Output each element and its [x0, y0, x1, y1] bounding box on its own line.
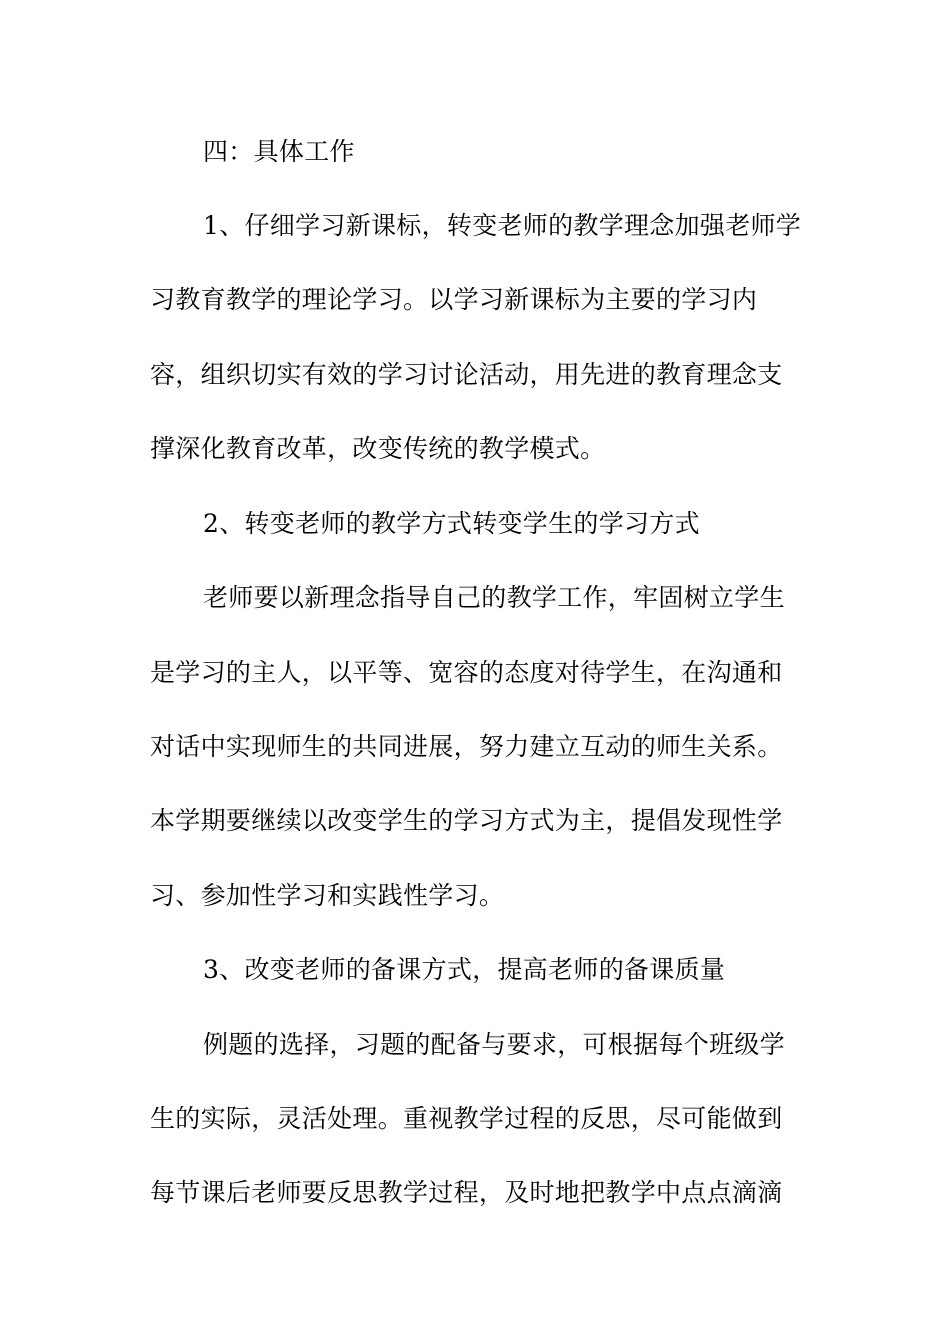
paragraph-line: 撑深化教育改革，改变传统的教学模式。	[150, 434, 606, 463]
subheading-line: 2、转变老师的教学方式转变学生的学习方式	[203, 509, 700, 538]
paragraph-line: 习、参加性学习和实践性学习。	[150, 881, 505, 910]
paragraph-line: 1、仔细学习新课标，转变老师的教学理念加强老师学	[203, 211, 802, 240]
section-heading: 四：具体工作	[203, 137, 355, 166]
paragraph-line: 是学习的主人，以平等、宽容的态度对待学生，在沟通和	[150, 658, 783, 687]
paragraph-line: 每节课后老师要反思教学过程，及时地把教学中点点滴滴	[150, 1178, 783, 1207]
paragraph-line: 容，组织切实有效的学习讨论活动，用先进的教育理念支	[150, 360, 783, 389]
paragraph-line: 生的实际，灵活处理。重视教学过程的反思，尽可能做到	[150, 1104, 783, 1133]
paragraph-line: 例题的选择，习题的配备与要求，可根据每个班级学	[203, 1030, 785, 1059]
paragraph-line: 老师要以新理念指导自己的教学工作，牢固树立学生	[203, 583, 785, 612]
paragraph-line: 习教育教学的理论学习。以学习新课标为主要的学习内	[150, 285, 758, 314]
paragraph-line: 对话中实现师生的共同进展，努力建立互动的师生关系。	[150, 732, 783, 761]
subheading-line: 3、改变老师的备课方式，提高老师的备课质量	[203, 955, 726, 984]
paragraph-line: 本学期要继续以改变学生的学习方式为主，提倡发现性学	[150, 806, 783, 835]
